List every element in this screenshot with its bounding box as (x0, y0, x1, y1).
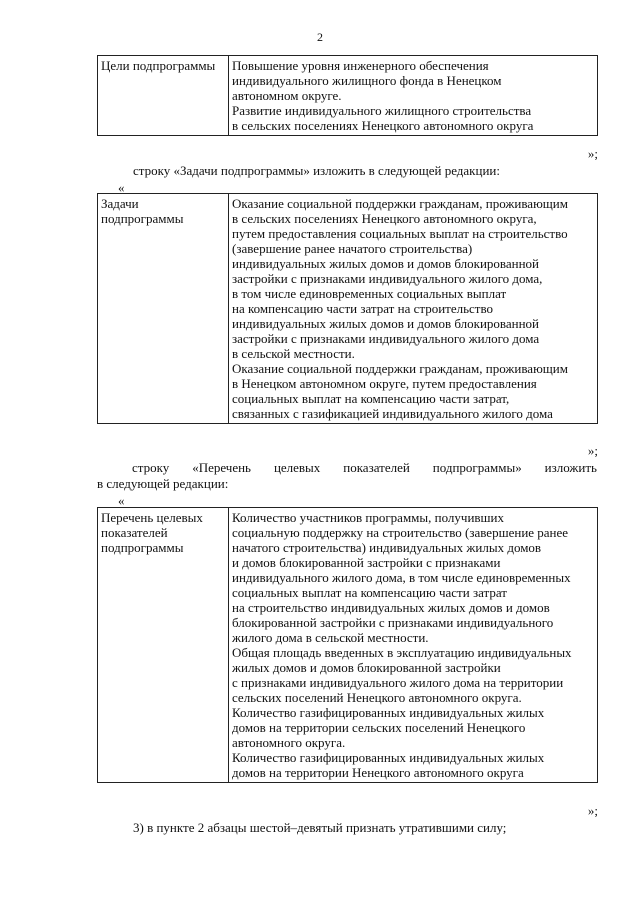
opening-quote: « (118, 493, 125, 508)
tasks-label-cell (98, 194, 229, 424)
tasks-table (97, 193, 598, 424)
tasks-line: путем предоставления социальных выплат на строительство (232, 226, 568, 241)
instruction-indicators-line2: в следующей редакции: (97, 476, 229, 491)
instruction-tasks: строку «Задачи подпрограммы» изложить в следующей редакции: (133, 163, 500, 178)
instruction-word: подпрограммы» (432, 460, 522, 475)
tasks-label: подпрограммы (101, 211, 184, 226)
goals-label: Цели подпрограммы (101, 58, 216, 73)
instruction-indicators (132, 460, 597, 475)
indicators-line: домов на территории сельских поселений Ненецкого (232, 720, 526, 735)
tasks-line: в сельской местности. (232, 346, 355, 361)
indicators-line: социальных выплат на компенсацию части затрат (232, 585, 507, 600)
indicators-table (97, 507, 598, 783)
indicators-line: жилого дома в сельской местности. (232, 630, 429, 645)
closing-quote: »; (587, 443, 598, 458)
tasks-content-cell (229, 194, 598, 424)
indicators-content-cell (229, 508, 598, 783)
indicators-label-cell (98, 508, 229, 783)
instruction-word: целевых (273, 460, 321, 475)
tasks-line: на компенсацию части затрат на строительство (232, 301, 494, 316)
tasks-line: в Ненецком автономном округе, путем предоставления (232, 376, 537, 391)
tasks-line: Оказание социальной поддержки гражданам, проживающим (232, 196, 568, 211)
indicators-line: блокированной застройки с признаками индивидуального (232, 615, 554, 630)
indicators-line: Количество газифицированных индивидуальных жилых (232, 750, 545, 765)
instruction-word: показателей (343, 460, 410, 475)
indicators-line: жилых домов и домов блокированной застройки (232, 660, 501, 675)
instruction-word: «Перечень (192, 460, 251, 475)
tasks-line: (завершение ранее начатого строительства) (232, 241, 473, 256)
indicators-line: автономного округа. (232, 735, 346, 750)
indicators-line: с признаками индивидуального жилого дома на территории (232, 675, 564, 690)
indicators-line: и домов блокированной застройки с признаками (232, 555, 501, 570)
closing-quote: »; (587, 803, 598, 818)
indicators-label: подпрограммы (101, 540, 184, 555)
instruction-word: строку (132, 460, 170, 475)
indicators-label: показателей (101, 525, 168, 540)
indicators-line: Количество участников программы, получивших (232, 510, 505, 525)
goals-content-cell (229, 56, 598, 136)
goals-line: индивидуального жилищного фонда в Ненецком (232, 73, 502, 88)
tasks-line: в том числе единовременных социальных выплат (232, 286, 507, 301)
tasks-line: застройки с признаками индивидуального жилого дома (232, 331, 540, 346)
tasks-line: застройки с признаками индивидуального жилого дома, (232, 271, 543, 286)
indicators-line: Общая площадь введенных в эксплуатацию индивидуальных (232, 645, 572, 660)
indicators-line: домов на территории Ненецкого автономного округа (232, 765, 524, 780)
goals-line: Развитие индивидуального жилищного строительства (232, 103, 532, 118)
indicators-label: Перечень целевых (101, 510, 203, 525)
opening-quote: « (118, 180, 125, 195)
tasks-line: связанных с газификацией индивидуального жилого дома (232, 406, 553, 421)
tasks-line: индивидуальных жилых домов и домов блокированной (232, 316, 540, 331)
page-number: 2 (317, 30, 323, 44)
item-3-text: 3) в пункте 2 абзацы шестой–девятый признать утратившими силу; (133, 820, 507, 835)
indicators-line: начатого строительства) индивидуальных жилых домов (232, 540, 542, 555)
indicators-line: сельских поселений Ненецкого автономного округа. (232, 690, 522, 705)
tasks-line: социальных выплат на компенсацию части затрат, (232, 391, 510, 406)
goals-label-cell (98, 56, 229, 136)
tasks-line: индивидуальных жилых домов и домов блокированной (232, 256, 540, 271)
goals-line: Повышение уровня инженерного обеспечения (232, 58, 489, 73)
indicators-line: на строительство индивидуальных жилых домов и домов (232, 600, 550, 615)
indicators-line: Количество газифицированных индивидуальных жилых (232, 705, 545, 720)
tasks-label: Задачи (101, 196, 139, 211)
instruction-word: изложить (544, 460, 597, 475)
goals-line: в сельских поселениях Ненецкого автономного округа (232, 118, 534, 133)
goals-table (97, 55, 598, 136)
tasks-line: Оказание социальной поддержки гражданам, проживающим (232, 361, 568, 376)
tasks-line: в сельских поселениях Ненецкого автономного округа, (232, 211, 537, 226)
closing-quote: »; (587, 146, 598, 161)
goals-line: автономном округе. (232, 88, 342, 103)
indicators-line: индивидуального жилого дома, в том числе единовременных (232, 570, 571, 585)
indicators-line: социальную поддержку на строительство (завершение ранее (232, 525, 569, 540)
